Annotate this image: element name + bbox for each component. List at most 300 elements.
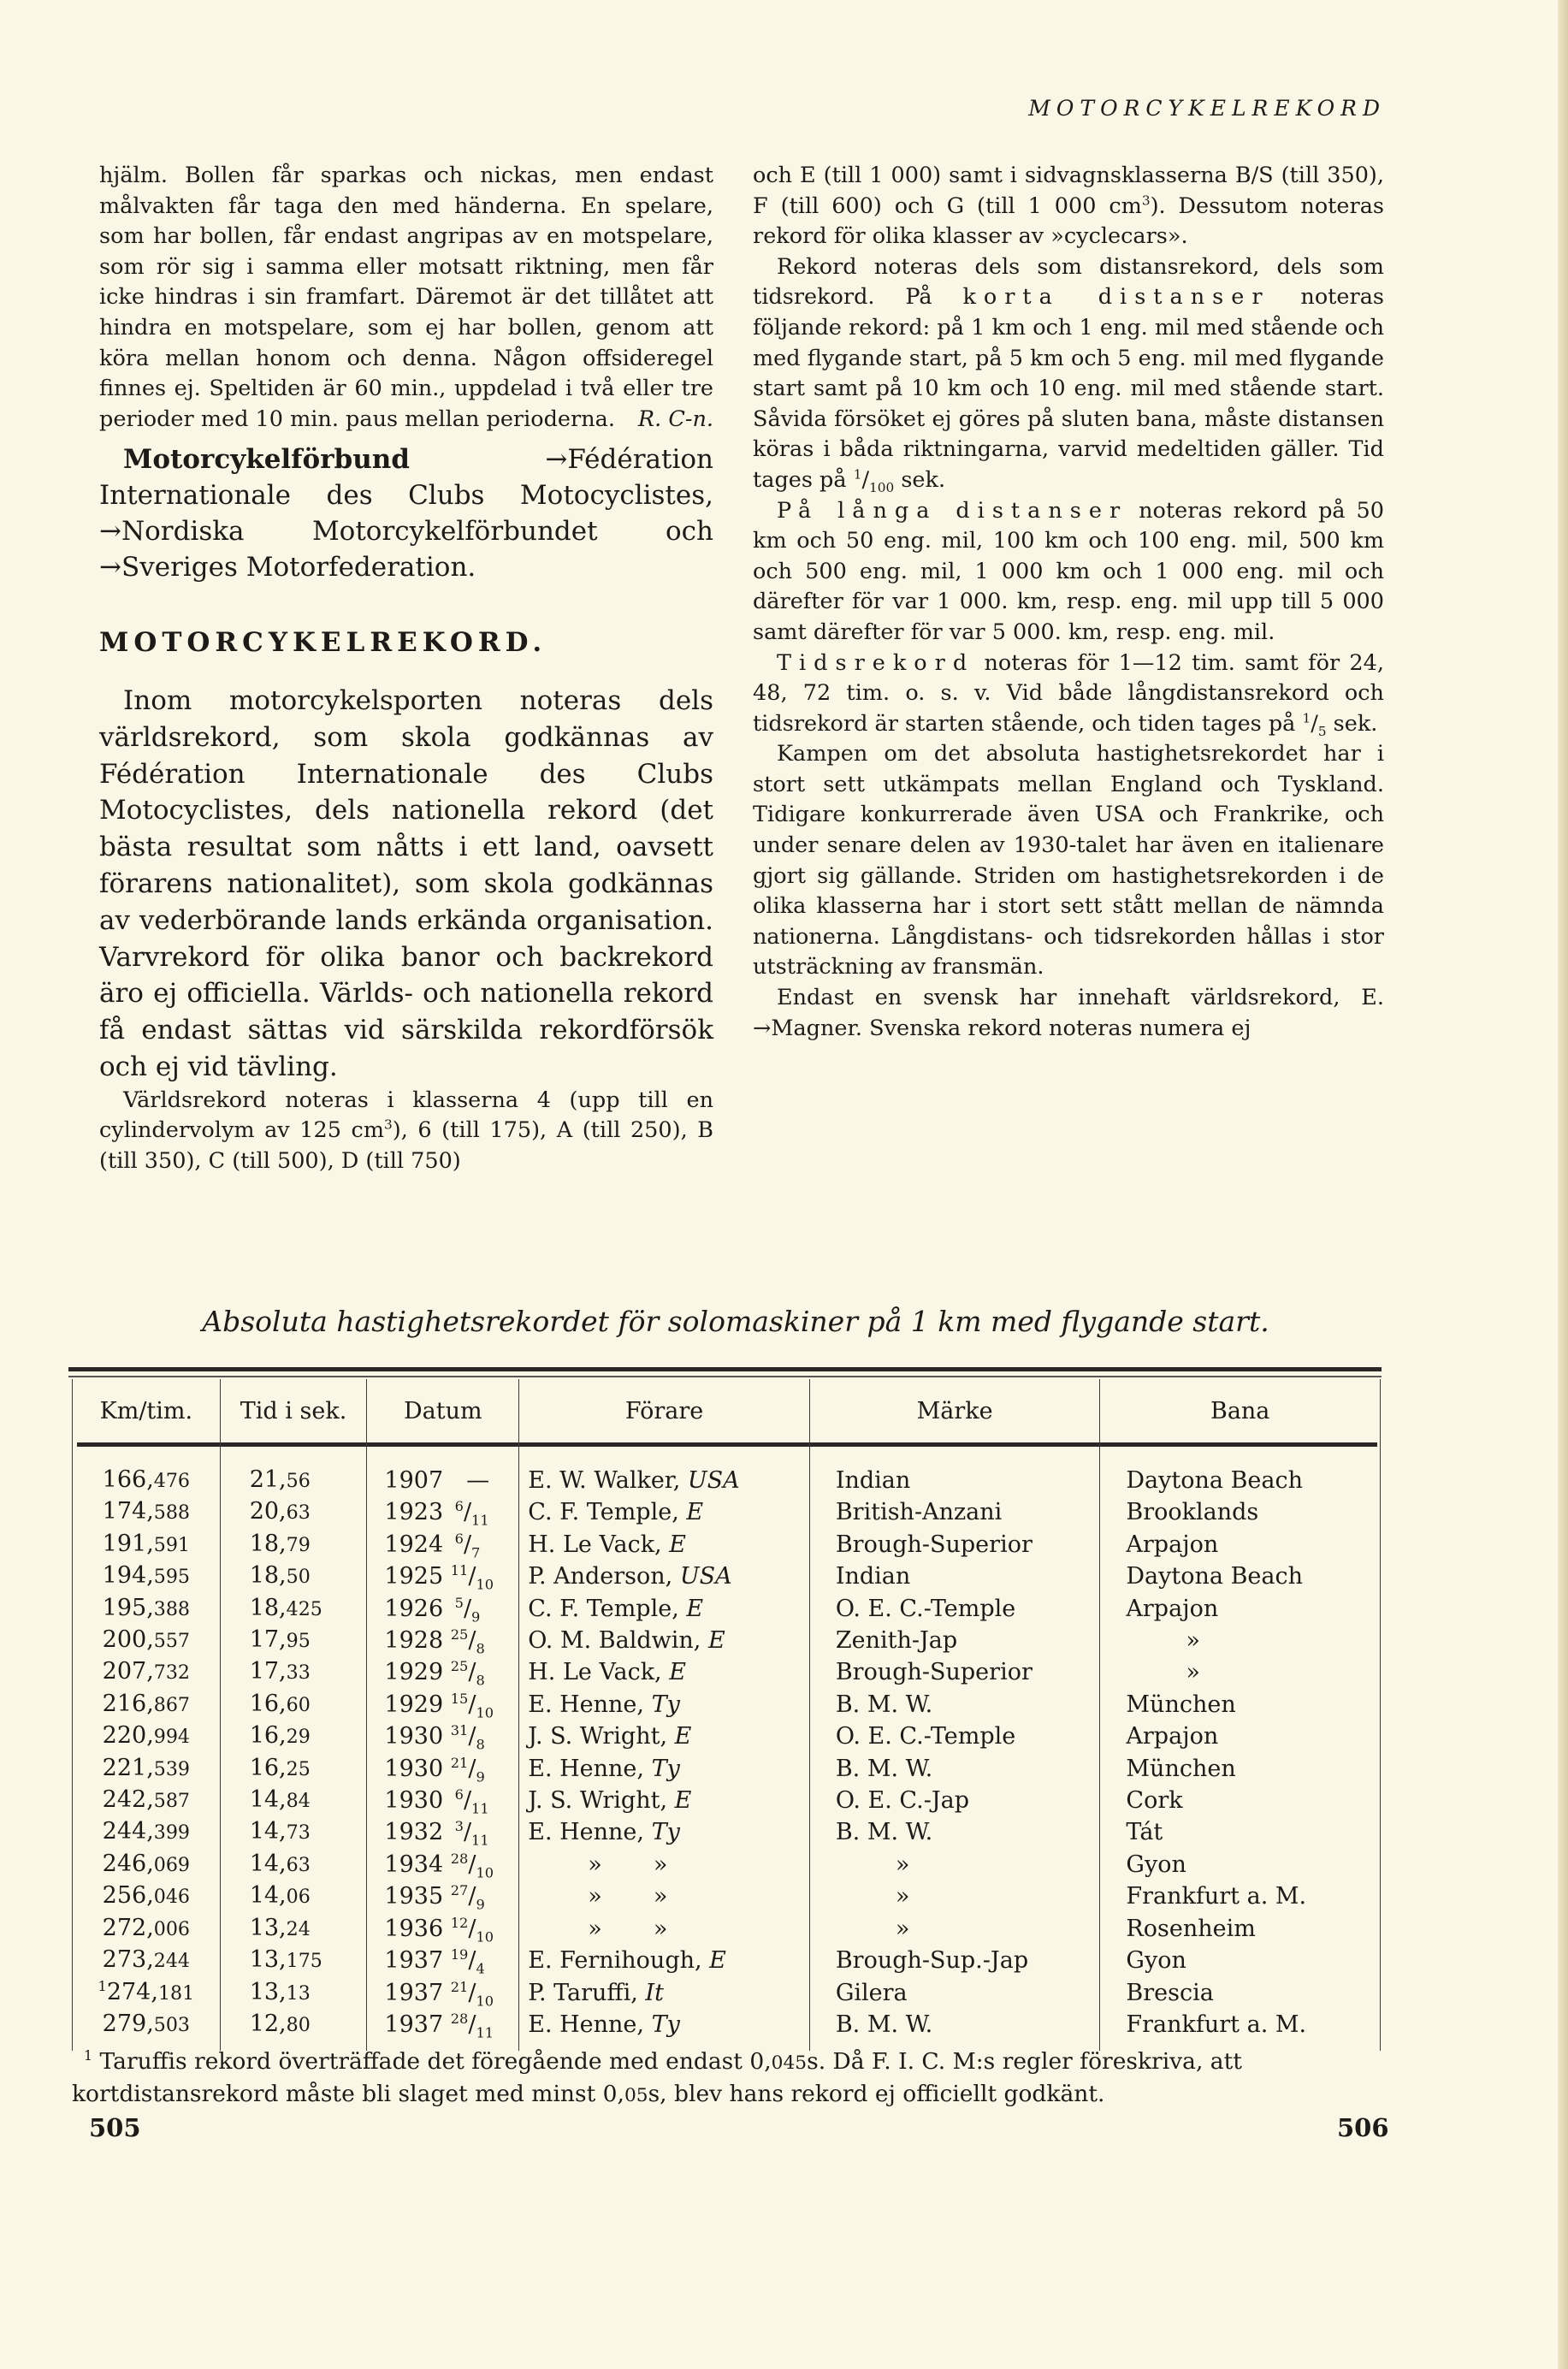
continuation-paragraph: hjälm. Bollen får sparkas och nickas, men endast målvakten får taga den med händerna. En spelare, som har bollen, får endast angripas av en motspelare, som rör sig i samma eller motsatt riktning, men får icke hindras i sin framfart. Däremot är det tillåtet att hindra en motspelare, som ej har bollen, genom att köra mellan honom och denna. Någon offsideregel finnes ej. Speltiden är 60 min., uppdelad i två eller tre perioder med 10 min. paus mellan perioderna.: [99, 163, 713, 432]
cell-marke: [809, 1880, 1100, 1912]
cell-marke: [809, 1529, 1100, 1561]
driver-nationality: E: [669, 1659, 686, 1686]
author-signature: R. C-n.: [637, 406, 713, 432]
cell-bana: [1100, 1816, 1381, 1848]
driver-nationality: E: [686, 1595, 704, 1622]
spaced-emphasis: Tidsrekord: [777, 649, 975, 676]
cell-bana: [1100, 1656, 1381, 1688]
cell-forare: [519, 1977, 810, 2009]
cell-datum: [367, 1785, 519, 1816]
text: noteras rekord på 50 km och 50 eng. mil, 100 km och 100 eng. mil, 500 km och 500 eng. mil, 1 000 km och 1 000 eng. mil och därefter för var 1 000. km, resp. eng. mil upp till 5 000 samt därefter för var 5 000. km, resp. eng. mil.: [753, 497, 1384, 645]
tid-decimal: 63: [286, 1501, 311, 1525]
km-integer: 244,: [102, 1818, 154, 1845]
make-name: O. E. C.-Temple: [835, 1723, 1016, 1750]
fraction-numerator: 1: [1302, 710, 1311, 726]
date-year: 1937: [384, 2011, 444, 2038]
driver-name: E. Henne,: [528, 1819, 652, 1846]
cell-forare: [519, 1529, 810, 1561]
spaced-emphasis: På långa distanser: [777, 497, 1128, 524]
date-year: 1929: [384, 1691, 444, 1718]
classes-text: ), 6 (till 175), A (till 250), B (till 350), C (till 500), D (till 750): [99, 1117, 714, 1174]
make-name: »: [895, 1883, 910, 1910]
tid-integer: 14,: [249, 1786, 287, 1814]
track-name: Daytona Beach: [1126, 1563, 1304, 1590]
cell-datum: [367, 1753, 519, 1785]
cell-bana: [1100, 2009, 1381, 2051]
tid-decimal: 425: [286, 1597, 322, 1620]
text: ). Dessutom noteras rekord för olika klasser av »cyclecars».: [753, 192, 1384, 250]
text: noteras för 1—12 tim. samt för 24, 48, 72 tim. o. s. v. Vid både långdistansrekord och tidsrekord är starten stående, och tiden tages på: [753, 649, 1384, 737]
track-name: Rosenheim: [1126, 1915, 1256, 1942]
km-integer: 166,: [102, 1466, 154, 1493]
page-edge: [1558, 0, 1568, 2369]
intro-paragraph: Inom motorcykelsporten noteras dels världsrekord, som skola godkännas av Fédération Internationale des Clubs Motocyclistes, dels nationella rekord (det bästa resultat som nåtts i ett land, oavsett förarens nationalitet), som skola godkännas av vederbörande lands erkända organisation. Varvrekord för olika banor och backrekord äro ej officiella. Världs- och nationella rekord få endast sättas vid särskilda rekordförsök och ej vid tävling.: [99, 684, 713, 1082]
make-name: Zenith-Jap: [835, 1627, 958, 1655]
cell-tid: [220, 1785, 367, 1816]
spaced-emphasis: korta distanser: [962, 284, 1270, 311]
cell-km-tim: [73, 1442, 221, 1496]
paragraph-time-records: Tidsrekord noteras för 1—12 tim. samt för 24, 48, 72 tim. o. s. v. Vid både långdistansrekord och tidsrekord är starten stående, och tiden tages på $^1/_5$ sek.: [753, 649, 1384, 739]
cell-tid: [220, 1625, 367, 1656]
driver-nationality: USA: [687, 1467, 740, 1494]
footnote: [72, 2046, 1393, 2111]
cell-tid: [220, 1945, 367, 1976]
track-name: Tát: [1126, 1819, 1163, 1846]
cell-forare: [519, 1689, 810, 1720]
tid-decimal: 84: [286, 1790, 311, 1813]
driver-name: J. S. Wright,: [528, 1723, 675, 1750]
date-day-month: $^{28}/_{10}$: [450, 1850, 494, 1881]
km-integer: 242,: [102, 1786, 154, 1814]
track-name: Gyon: [1126, 1947, 1186, 1975]
driver-name: H. Le Vack,: [528, 1659, 670, 1686]
date-year: 1930: [384, 1723, 444, 1750]
track-name: Daytona Beach: [1126, 1467, 1304, 1494]
header-datum: Datum: [367, 1379, 519, 1442]
date-day-month: $^{19}/_4$: [450, 1946, 485, 1977]
paragraph-long-distances: [753, 496, 1384, 649]
km-decimal: 046: [153, 1886, 191, 1909]
speed-record-table: [72, 1379, 1381, 2051]
date-day-month: $^{28}/_{11}$: [450, 2010, 494, 2041]
make-name: B. M. W.: [835, 1819, 933, 1846]
table-row: [73, 1496, 1381, 1528]
right-column: [753, 161, 1384, 1044]
driver-nationality: USA: [679, 1563, 732, 1590]
date-year: 1928: [384, 1627, 444, 1655]
make-name: O. E. C.-Jap: [835, 1787, 970, 1815]
km-integer: 174,: [102, 1498, 154, 1525]
make-name: B. M. W.: [835, 1755, 933, 1782]
cell-forare: [519, 1656, 810, 1688]
driver-name: E. Henne,: [528, 2011, 652, 2038]
cross-reference-magner[interactable]: →Magner: [753, 1015, 855, 1041]
driver-nationality: E: [686, 1499, 704, 1526]
driver-nationality: E: [669, 1531, 686, 1558]
cell-bana: [1100, 1561, 1381, 1592]
driver-name: E. W. Walker,: [528, 1467, 688, 1494]
cell-km-tim: [73, 1945, 221, 1976]
table-body: [73, 1442, 1381, 2051]
tid-decimal: 13: [286, 1981, 311, 2005]
cell-marke: [809, 1816, 1100, 1848]
cell-km-tim: [73, 1753, 221, 1785]
tid-decimal: 60: [286, 1693, 311, 1716]
footnote-marker: 1: [98, 1977, 107, 1994]
driver-name: E. Fernihough,: [528, 1947, 710, 1975]
left-column: [99, 161, 713, 1176]
cell-bana: [1100, 1720, 1381, 1752]
date-year: 1924: [384, 1531, 444, 1558]
cell-tid: [220, 1593, 367, 1625]
km-decimal: 588: [153, 1501, 191, 1525]
cell-marke: [809, 1442, 1100, 1496]
table-row: [73, 1656, 1381, 1688]
make-name: »: [895, 1851, 910, 1878]
header-bana: Bana: [1100, 1379, 1381, 1442]
date-year: 1937: [384, 1979, 444, 2006]
track-name: Cork: [1126, 1787, 1183, 1815]
cell-datum: [367, 1720, 519, 1752]
cell-datum: [367, 1689, 519, 1720]
date-year: 1907: [384, 1467, 444, 1494]
date-day-month: $^{15}/_{10}$: [450, 1690, 494, 1721]
cell-bana: [1100, 1977, 1381, 2009]
tid-decimal: 50: [286, 1566, 311, 1589]
cell-tid: [220, 1442, 367, 1496]
track-name: München: [1126, 1755, 1236, 1782]
entry-motorcykelforbund: [99, 441, 713, 585]
cell-tid: [220, 1561, 367, 1592]
page-number-right: 506: [1337, 2113, 1389, 2142]
cell-marke: [809, 1593, 1100, 1625]
km-integer: 200,: [102, 1626, 154, 1654]
km-integer: 194,: [102, 1562, 154, 1590]
entry-cross-references[interactable]: →Fédération Internationale des Clubs Motocyclistes, →Nordiska Motorcykelförbundet och →Sveriges Motorfederation.: [99, 444, 713, 583]
cell-datum: [367, 1880, 519, 1912]
table-row: [73, 1529, 1381, 1561]
make-name: Indian: [835, 1467, 911, 1494]
make-name: »: [895, 1915, 910, 1942]
table-row: [73, 1442, 1381, 1496]
date-year: 1934: [384, 1851, 444, 1878]
table-rule-top: [68, 1367, 1382, 1371]
cell-km-tim: [73, 2009, 221, 2051]
header-km-tim: Km/tim.: [73, 1379, 221, 1442]
cell-tid: [220, 1880, 367, 1912]
driver-nationality: Ty: [651, 1755, 680, 1782]
km-decimal: 006: [153, 1917, 191, 1940]
cell-bana: [1100, 1625, 1381, 1656]
km-integer: 207,: [102, 1658, 154, 1685]
make-name: B. M. W.: [835, 1691, 933, 1718]
driver-name: J. S. Wright,: [528, 1787, 675, 1815]
driver-name: E. Henne,: [528, 1691, 652, 1718]
cell-forare: [519, 1561, 810, 1592]
km-integer: 220,: [102, 1722, 154, 1750]
tid-decimal: 29: [286, 1726, 311, 1749]
km-decimal: 503: [153, 2013, 191, 2036]
cell-bana: [1100, 1689, 1381, 1720]
footnote-text: [72, 2046, 1393, 2111]
cell-marke: [809, 1945, 1100, 1976]
date-year: 1935: [384, 1883, 444, 1910]
km-integer: 221,: [102, 1754, 154, 1781]
track-name: München: [1126, 1691, 1236, 1718]
table-row: [73, 1913, 1381, 1945]
paragraph-short-distances: Rekord noteras dels som distansrekord, dels som tidsrekord. På korta distanser noteras följande rekord: på 1 km och 1 eng. mil med stående och med flygande start, på 5 km och 5 eng. mil med flygande start samt på 10 km och 10 eng. mil med stående start. Såvida försöket ej göres på sluten bana, måste distansen köras i båda riktningarna, varvid medeltiden gäller. Tid tages på $^1/_{100}$ sek.: [753, 253, 1384, 496]
driver-name: C. F. Temple,: [528, 1499, 687, 1526]
cell-km-tim: [73, 1656, 221, 1688]
cell-forare: [519, 1496, 810, 1528]
table-row: [73, 1625, 1381, 1656]
km-decimal: 539: [153, 1757, 191, 1780]
cell-datum: [367, 1625, 519, 1656]
cell-forare: [519, 1913, 810, 1945]
driver-name: E. Henne,: [528, 1755, 652, 1782]
km-integer: 274,: [106, 1978, 158, 2005]
driver-nationality: E: [674, 1723, 692, 1750]
km-decimal: 587: [153, 1790, 191, 1813]
driver-nationality: E: [674, 1787, 692, 1815]
tid-decimal: 24: [286, 1917, 311, 1940]
km-decimal: 994: [153, 1726, 191, 1749]
cell-km-tim: [73, 1689, 221, 1720]
classes-paragraph: [99, 1086, 713, 1177]
text: s. Då F. I. C. M:s regler föreskriva, att kortdistansrekord måste bli slaget med minst 0,: [72, 2048, 1242, 2107]
track-name: Frankfurt a. M.: [1126, 2011, 1307, 2038]
cell-bana: [1100, 1442, 1381, 1496]
cell-forare: [519, 1945, 810, 1976]
running-head: MOTORCYKELREKORD: [1028, 96, 1386, 121]
date-year: 1936: [384, 1915, 444, 1942]
cell-km-tim: [73, 1785, 221, 1816]
cell-marke: [809, 2009, 1100, 2051]
tid-decimal: 33: [286, 1661, 311, 1685]
cell-bana: [1100, 1529, 1381, 1561]
tid-integer: 18,: [249, 1594, 287, 1621]
cell-marke: [809, 1753, 1100, 1785]
cell-tid: [220, 1656, 367, 1688]
value: 05: [624, 2085, 648, 2106]
cell-bana: [1100, 1496, 1381, 1528]
text: Rekord noteras dels som distansrekord, dels som tidsrekord. På: [753, 253, 1384, 311]
cell-marke: [809, 1913, 1100, 1945]
table-row: [73, 1945, 1381, 1976]
fraction-numerator: 1: [853, 466, 862, 483]
tid-integer: 13,: [249, 1946, 287, 1974]
track-name: »: [1186, 1627, 1200, 1655]
table-row: [73, 1977, 1381, 2009]
cell-tid: [220, 1849, 367, 1880]
cell-marke: [809, 1849, 1100, 1880]
driver-nationality: Ty: [651, 1819, 680, 1846]
driver-name: P. Anderson,: [528, 1563, 680, 1590]
driver-name: » »: [588, 1915, 668, 1942]
cell-datum: [367, 1529, 519, 1561]
section-heading: MOTORCYKELREKORD.: [99, 627, 547, 659]
cell-bana: [1100, 1880, 1381, 1912]
cell-datum: [367, 1977, 519, 2009]
date-day-month: $^{12}/_{10}$: [450, 1914, 494, 1946]
cell-tid: [220, 1689, 367, 1720]
tid-decimal: 73: [286, 1821, 311, 1845]
cell-datum: [367, 1442, 519, 1496]
text: . Svenska rekord noteras numera ej: [855, 1015, 1251, 1041]
date-day-month: $^{25}/_8$: [450, 1626, 485, 1657]
track-name: Arpajon: [1126, 1531, 1219, 1558]
track-name: Gyon: [1126, 1851, 1186, 1878]
date-year: 1937: [384, 1947, 444, 1975]
make-name: O. E. C.-Temple: [835, 1595, 1016, 1622]
date-day-month: $^6/_7$: [454, 1530, 481, 1561]
table-row: [73, 1849, 1381, 1880]
driver-name: H. Le Vack,: [528, 1531, 670, 1558]
date-year: 1926: [384, 1595, 444, 1622]
tid-decimal: 56: [286, 1470, 311, 1492]
driver-nationality: E: [709, 1947, 726, 1975]
date-day-month: $^{31}/_8$: [450, 1722, 485, 1753]
km-integer: 256,: [102, 1882, 154, 1910]
text: och E (till 1 000) samt i sidvagnsklasserna B/S (till 350), F (till 600) och G (till 1 000 cm: [753, 163, 1384, 219]
cell-km-tim: [73, 1593, 221, 1625]
tid-decimal: 80: [286, 2013, 311, 2036]
cell-marke: [809, 1625, 1100, 1656]
cell-tid: [220, 1816, 367, 1848]
make-name: Indian: [835, 1563, 911, 1590]
superscript: 3: [1141, 192, 1151, 209]
value: 045: [771, 2052, 808, 2074]
cell-tid: [220, 1529, 367, 1561]
cell-marke: [809, 1561, 1100, 1592]
cell-bana: [1100, 1785, 1381, 1816]
cell-km-tim: [73, 1849, 221, 1880]
date-day-month: $^{11}/_{10}$: [450, 1562, 494, 1593]
driver-nationality: E: [707, 1627, 725, 1655]
tid-integer: 13,: [249, 1978, 287, 2005]
table-row: [73, 1816, 1381, 1848]
date-day-month: $^{25}/_8$: [450, 1658, 485, 1689]
km-decimal: 244: [153, 1950, 191, 1973]
km-integer: 273,: [102, 1946, 154, 1974]
track-name: Brooklands: [1126, 1499, 1259, 1526]
make-name: Brough-Sup.-Jap: [835, 1947, 1029, 1975]
cell-km-tim: [73, 1816, 221, 1848]
tid-decimal: 06: [286, 1886, 311, 1909]
driver-nationality: It: [645, 1979, 664, 2006]
table-row: [73, 2009, 1381, 2051]
km-decimal: 069: [153, 1853, 191, 1876]
date-day-month: $^{27}/_9$: [450, 1882, 485, 1913]
tid-integer: 12,: [249, 2010, 287, 2037]
date-day-month: $^{21}/_9$: [450, 1754, 485, 1786]
tid-integer: 18,: [249, 1562, 287, 1590]
date-day-month: $^6/_{11}$: [454, 1786, 489, 1817]
cell-marke: [809, 1689, 1100, 1720]
track-name: Arpajon: [1126, 1595, 1219, 1622]
paragraph-swedish-records: [753, 983, 1384, 1044]
cell-bana: [1100, 1945, 1381, 1976]
tid-integer: 21,: [249, 1466, 287, 1493]
cell-forare: [519, 1442, 810, 1496]
driver-name: O. M. Baldwin,: [528, 1627, 708, 1655]
cell-bana: [1100, 1753, 1381, 1785]
km-integer: 191,: [102, 1530, 154, 1557]
text: Endast en svensk har innehaft världsrekord, E.: [777, 985, 1384, 1011]
make-name: British-Anzani: [835, 1499, 1003, 1526]
superscript: 3: [384, 1116, 393, 1133]
km-decimal: 399: [153, 1821, 191, 1845]
make-name: Brough-Superior: [835, 1659, 1033, 1686]
cell-forare: [519, 1849, 810, 1880]
cell-marke: [809, 1656, 1100, 1688]
cell-datum: [367, 1913, 519, 1945]
km-decimal: 388: [153, 1597, 191, 1620]
km-integer: 216,: [102, 1690, 154, 1717]
track-name: Frankfurt a. M.: [1126, 1883, 1307, 1910]
tid-integer: 14,: [249, 1850, 287, 1877]
paragraph-speed-contest: Kampen om det absoluta hastighetsrekordet har i stort sett utkämpats mellan England och Tyskland. Tidigare konkurrerade även USA och Frankrike, och under senare delen av 1930-talet har även en italienare gjort sig gällande. Striden om hastighetsrekorden i de olika klasserna har i stort sett stått mellan de nämnda nationerna. Långdistans- och tidsrekorden hållas i stor utsträckning av fransmän.: [753, 741, 1384, 980]
cell-datum: [367, 1816, 519, 1848]
cell-datum: [367, 1496, 519, 1528]
cell-marke: [809, 1977, 1100, 2009]
fraction-denominator: 5: [1317, 723, 1327, 739]
cell-tid: [220, 1720, 367, 1752]
date-year: 1932: [384, 1819, 444, 1846]
header-marke: Märke: [809, 1379, 1100, 1442]
tid-decimal: 63: [286, 1853, 311, 1876]
driver-nationality: Ty: [651, 1691, 680, 1718]
cell-km-tim: [73, 1625, 221, 1656]
date-day-month: $^6/_{11}$: [454, 1498, 489, 1529]
date-year: 1930: [384, 1755, 444, 1782]
km-decimal: 557: [153, 1630, 191, 1653]
cell-km-tim: [73, 1880, 221, 1912]
cell-forare: [519, 1625, 810, 1656]
cell-marke: [809, 1720, 1100, 1752]
cell-forare: [519, 1880, 810, 1912]
table-row: [73, 1880, 1381, 1912]
table-row: [73, 1689, 1381, 1720]
table-row: [73, 1593, 1381, 1625]
date-year: 1925: [384, 1563, 444, 1590]
cell-km-tim: [73, 1529, 221, 1561]
table-row: [73, 1753, 1381, 1785]
tid-integer: 17,: [249, 1626, 287, 1654]
cell-tid: [220, 1753, 367, 1785]
track-name: Brescia: [1126, 1979, 1214, 2006]
km-decimal: 595: [153, 1566, 191, 1589]
km-integer: 272,: [102, 1914, 154, 1941]
cell-forare: [519, 1720, 810, 1752]
tid-decimal: 95: [286, 1630, 311, 1653]
cell-forare: [519, 1785, 810, 1816]
header-forare: Förare: [519, 1379, 810, 1442]
cell-datum: [367, 2009, 519, 2051]
cell-forare: [519, 1753, 810, 1785]
footnote-marker: 1: [84, 2047, 93, 2064]
tid-decimal: 175: [286, 1950, 322, 1973]
cell-km-tim: [73, 1561, 221, 1592]
date-day-month: $^{21}/_{10}$: [450, 1978, 494, 2009]
km-decimal: 867: [153, 1693, 191, 1716]
cell-bana: [1100, 1913, 1381, 1945]
tid-integer: 14,: [249, 1882, 287, 1910]
cell-forare: [519, 2009, 810, 2051]
km-integer: 195,: [102, 1594, 154, 1621]
cell-datum: [367, 1561, 519, 1592]
cell-forare: [519, 1816, 810, 1848]
